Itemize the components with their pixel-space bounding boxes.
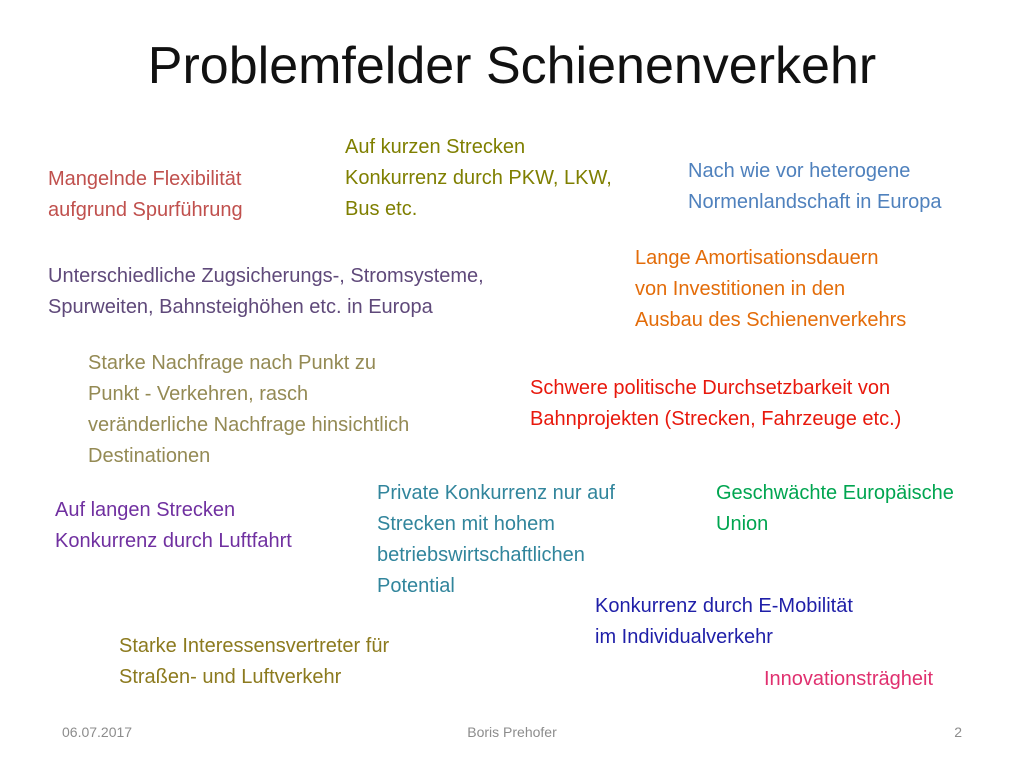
slide-title: Problemfelder Schienenverkehr xyxy=(147,37,877,95)
footer-author: Boris Prehofer xyxy=(467,724,557,740)
note-europaeische-union: Geschwächte Europäische Union xyxy=(716,482,954,535)
note-kurze-strecken: Auf kurzen Strecken Konkurrenz durch PKW, LKW, Bus etc. xyxy=(345,136,612,220)
note-e-mobilitaet: Konkurrenz durch E-Mobilität im Individualverkehr xyxy=(595,595,853,648)
note-normenlandschaft: Nach wie vor heterogene Normenlandschaft in Europa xyxy=(688,160,942,213)
footer-date: 06.07.2017 xyxy=(62,724,133,740)
note-zugsicherung: Unterschiedliche Zugsicherungs-, Stromsysteme, Spurweiten, Bahnsteighöhen etc. in Europa xyxy=(48,265,484,318)
note-lange-strecken: Auf langen Strecken Konkurrenz durch Luftfahrt xyxy=(55,499,292,552)
note-amortisation: Lange Amortisationsdauern von Investitionen in den Ausbau des Schienenverkehrs xyxy=(635,247,907,331)
note-innovation: Innovationsträgheit xyxy=(764,668,934,690)
note-private-konkurrenz: Private Konkurrenz nur auf Strecken mit hohem betriebswirtschaftlichen Potential xyxy=(377,482,615,597)
footer-page-number: 2 xyxy=(954,724,962,740)
note-nachfrage: Starke Nachfrage nach Punkt zu Punkt - Verkehren, rasch veränderliche Nachfrage hinsichtlich Destinationen xyxy=(88,352,410,467)
note-durchsetzbarkeit: Schwere politische Durchsetzbarkeit von Bahnprojekten (Strecken, Fahrzeuge etc.) xyxy=(530,377,902,430)
note-interessensvertreter: Starke Interessensvertreter für Straßen- und Luftverkehr xyxy=(119,635,390,688)
note-flexibilitaet: Mangelnde Flexibilität aufgrund Spurführung xyxy=(48,168,243,221)
